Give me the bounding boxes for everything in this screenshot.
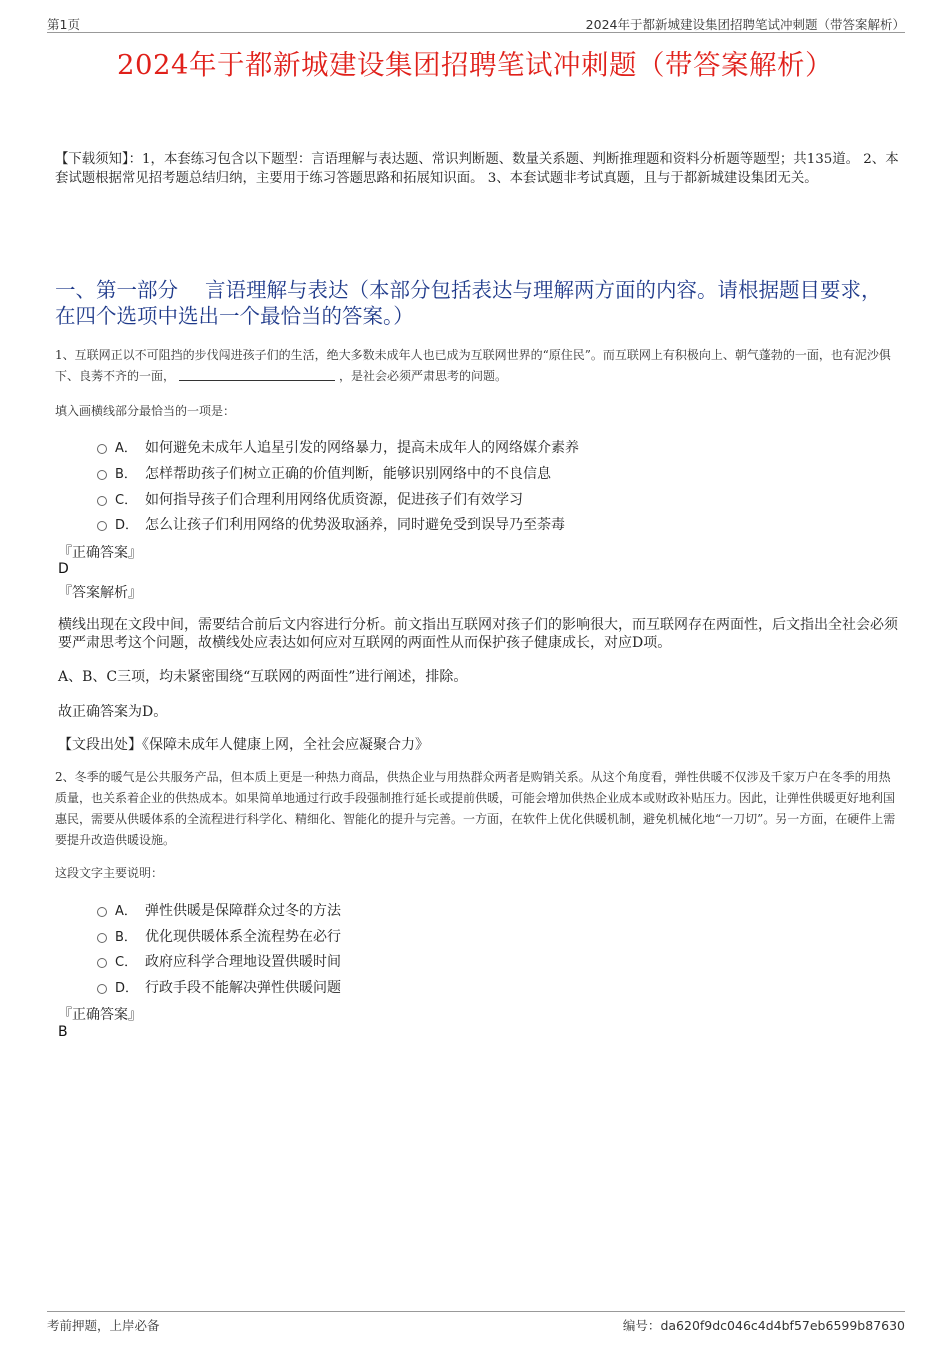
question-1-analysis-paragraph: 横线出现在文段中间，需要结合前后文内容进行分析。前文指出互联网对孩子们的影响很大，而互联网存在两面性，后文指出全社会必须要严肃思考这个问题，故横线处应表达如何应对互联网的两面性从而保护孩子健康成长，对应D项。 — [58, 617, 898, 651]
radio-icon[interactable] — [97, 907, 107, 917]
question-1-source: 【文段出处】《保障未成年人健康上网，全社会应凝聚合力》 — [58, 737, 429, 753]
footer-slogan: 考前押题，上岸必备 — [47, 1318, 160, 1333]
radio-icon[interactable] — [97, 521, 107, 531]
header-doc-title: 2024年于都新城建设集团招聘笔试冲刺题（带答案解析） — [585, 17, 905, 32]
question-2-option-a[interactable]: A． 弹性供暖是保障群众过冬的方法 — [97, 900, 341, 920]
radio-icon[interactable] — [97, 470, 107, 480]
document-title: 2024年于都新城建设集团招聘笔试冲刺题（带答案解析） — [117, 49, 833, 81]
question-2-stem: 2、冬季的暖气是公共服务产品，但本质上更是一种热力商品，供热企业与用热群众两者是购销关系。从这个角度看，弹性供暖不仅涉及千家万户在冬季的用热质量，也关系着企业的供热成本。如果简单地通过行政手段强制推行延长或提前供暖，可能会增加供热企业成本或财政补贴压力。因此，让弹性供暖更好地利国惠民，需要从供暖体系的全流程进行科学化、精细化、智能化的提升与完善。一方面，在软件上优化供暖机制，避免机械化地“一刀切”。另一方面，在硬件上需要提升改造供暖设施。 — [55, 770, 896, 847]
question-2-option-d[interactable]: D． 行政手段不能解决弹性供暖问题 — [97, 977, 341, 997]
question-1-analysis-paragraph: 故正确答案为D。 — [58, 704, 168, 720]
question-1-analysis-paragraph: A、B、C三项，均未紧密围绕“互联网的两面性”进行阐述，排除。 — [58, 669, 468, 685]
question-2-answer: B — [58, 1024, 68, 1040]
download-notice: 【下载须知】：1，本套练习包含以下题型：言语理解与表达题、常识判断题、数量关系题、判断推理题和资料分析题等题型；共135道。 2、本套试题根据常见招考题总结归纳，主要用于练习答题思路和拓展知识面。 3、本套试题非考试真题，且与于都新城建设集团无关。 — [55, 152, 899, 186]
radio-icon[interactable] — [97, 496, 107, 506]
question-2-option-b[interactable]: B． 优化现供暖体系全流程势在必行 — [97, 926, 341, 946]
section-title: 一、第一部分 言语理解与表达（本部分包括表达与理解两方面的内容。请根据题目要求，在四个选项中选出一个最恰当的答案。） — [55, 278, 882, 328]
radio-icon[interactable] — [97, 958, 107, 968]
question-1-option-b[interactable]: B． 怎样帮助孩子们树立正确的价值判断，能够识别网络中的不良信息 — [97, 463, 551, 483]
page-header — [47, 12, 905, 33]
question-1-answer: D — [58, 561, 69, 577]
fill-blank-line — [179, 366, 335, 381]
page-number: 第1页 — [47, 17, 80, 32]
question-1-option-c[interactable]: C． 如何指导孩子们合理利用网络优质资源，促进孩子们有效学习 — [97, 489, 523, 509]
question-2-prompt: 这段文字主要说明： — [55, 866, 164, 880]
question-1-stem: 1、互联网正以不可阻挡的步伐闯进孩子们的生活，绝大多数未成年人也已成为互联网世界的“原住民”。而互联网上有积极向上、朝气蓬勃的一面，也有泥沙俱下、良莠不齐的一面， ，是社会必须严肃思考的问题。 — [55, 348, 891, 383]
page-footer — [47, 1311, 905, 1333]
question-2-answer-label: 『正确答案』 — [58, 1007, 142, 1023]
footer-code: 编号：da620f9dc046c4d4bf57eb6599b87630 — [622, 1318, 905, 1333]
question-2-option-c[interactable]: C． 政府应科学合理地设置供暖时间 — [97, 951, 341, 971]
radio-icon[interactable] — [97, 933, 107, 943]
question-1-option-d[interactable]: D． 怎么让孩子们利用网络的优势汲取涵养，同时避免受到误导乃至荼毒 — [97, 514, 565, 534]
question-1-option-a[interactable]: A． 如何避免未成年人追星引发的网络暴力，提高未成年人的网络媒介素养 — [97, 437, 579, 457]
radio-icon[interactable] — [97, 444, 107, 454]
question-1-prompt: 填入画横线部分最恰当的一项是： — [55, 404, 236, 418]
radio-icon[interactable] — [97, 984, 107, 994]
question-1-analysis-label: 『答案解析』 — [58, 585, 142, 601]
question-1-answer-label: 『正确答案』 — [58, 545, 142, 561]
